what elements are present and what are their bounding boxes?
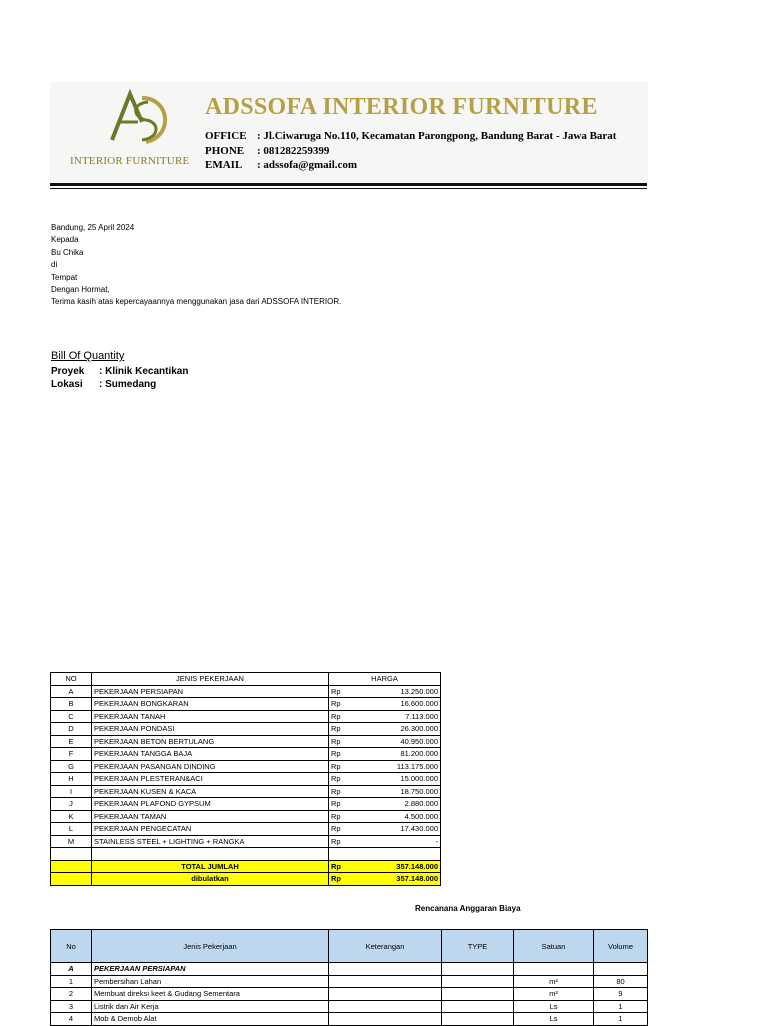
letter-body (51, 222, 341, 309)
summary-row (51, 823, 441, 836)
row-job: PEKERJAAN PASANGAN DINDING (92, 760, 329, 773)
letter-recipient: Bu Chika (51, 247, 84, 257)
row-price: 7.113.000 (371, 710, 441, 723)
project-value: : Klinik Kecantikan (99, 366, 189, 377)
row-job: PEKERJAAN BETON BERTULANG (92, 735, 329, 748)
blank-cell (329, 848, 441, 861)
rab-header-job: Jenis Pekerjaan (92, 930, 329, 963)
rounded-currency: Rp (329, 873, 371, 886)
row-price: 15.000.000 (371, 773, 441, 786)
rab-row (51, 1000, 648, 1013)
office-label: OFFICE (205, 130, 247, 142)
rab-row-job: Membuat direksi keet & Gudang Sementara (92, 988, 329, 1001)
rab-row-type (442, 1000, 514, 1013)
summary-header-row (51, 673, 441, 686)
rab-header-type: TYPE (442, 930, 514, 963)
row-no: C (51, 710, 92, 723)
rab-row-volume: 9 (594, 988, 648, 1001)
header-no: NO (51, 673, 92, 686)
summary-row (51, 748, 441, 761)
summary-blank-row (51, 848, 441, 861)
rab-section-row (51, 963, 648, 976)
letter-at: di (51, 260, 58, 270)
email-label: EMAIL (205, 159, 243, 171)
rab-row-volume: 1 (594, 1000, 648, 1013)
rab-section-no: A (51, 963, 92, 976)
row-job: PEKERJAAN TANGGA BAJA (92, 748, 329, 761)
row-currency: Rp (329, 723, 371, 736)
row-job: PEKERJAAN PLAFOND GYPSUM (92, 798, 329, 811)
row-job: PEKERJAAN TAMAN (92, 810, 329, 823)
total-label: TOTAL JUMLAH (92, 860, 329, 873)
office-value: : Jl.Ciwaruga No.110, Kecamatan Parongpong, Bandung Barat - Jawa Barat (257, 130, 617, 142)
header-rule-thin (50, 188, 647, 189)
row-job: PEKERJAAN BONGKARAN (92, 698, 329, 711)
summary-row (51, 760, 441, 773)
summary-row (51, 710, 441, 723)
row-currency: Rp (329, 710, 371, 723)
rounded-label: dibulatkan (92, 873, 329, 886)
row-no: A (51, 685, 92, 698)
rab-cell (514, 963, 594, 976)
letter-date: Bandung, 25 April 2024 (51, 223, 135, 232)
row-no: H (51, 773, 92, 786)
location-label: Lokasi (51, 379, 83, 390)
row-no: M (51, 835, 92, 848)
rab-row-volume: 80 (594, 975, 648, 988)
row-job: STAINLESS STEEL + LIGHTING + RANGKA (92, 835, 329, 848)
header-job: JENIS PEKERJAAN (92, 673, 329, 686)
header-price: HARGA (329, 673, 441, 686)
row-currency: Rp (329, 685, 371, 698)
rab-header-note: Keterangan (329, 930, 442, 963)
rab-row-unit: Ls (514, 1013, 594, 1026)
total-currency: Rp (329, 860, 371, 873)
rab-row-no: 2 (51, 988, 92, 1001)
row-job: PEKERJAAN TANAH (92, 710, 329, 723)
blank-cell (51, 848, 92, 861)
row-price: 40.950.000 (371, 735, 441, 748)
rab-row-unit: m² (514, 988, 594, 1001)
rab-row (51, 988, 648, 1001)
summary-row (51, 698, 441, 711)
rab-row-note (329, 1000, 442, 1013)
row-currency: Rp (329, 760, 371, 773)
row-no: G (51, 760, 92, 773)
row-price: 2.880.000 (371, 798, 441, 811)
total-value: 357.148.000 (371, 860, 441, 873)
row-no: E (51, 735, 92, 748)
summary-row (51, 773, 441, 786)
rab-row-type (442, 975, 514, 988)
rounded-row (51, 873, 441, 886)
rab-row-note (329, 975, 442, 988)
row-currency: Rp (329, 810, 371, 823)
summary-row (51, 785, 441, 798)
company-name: ADSSOFA INTERIOR FURNITURE (205, 94, 598, 120)
rab-row-note (329, 988, 442, 1001)
row-job: PEKERJAAN PLESTERAN&ACI (92, 773, 329, 786)
row-currency: Rp (329, 798, 371, 811)
summary-row (51, 810, 441, 823)
row-no: J (51, 798, 92, 811)
rab-cell (594, 963, 648, 976)
rab-row-volume: 1 (594, 1013, 648, 1026)
email-line (205, 159, 357, 171)
row-currency: Rp (329, 823, 371, 836)
summary-table (50, 672, 441, 886)
rab-header-unit: Satuan (514, 930, 594, 963)
letter-greeting: Dengan Hormat, (51, 285, 110, 295)
letter-to: Kepada (51, 235, 79, 245)
row-no: K (51, 810, 92, 823)
project-line (51, 366, 188, 377)
row-currency: Rp (329, 698, 371, 711)
row-job: PEKERJAAN PONDASI (92, 723, 329, 736)
row-job: PEKERJAAN PENGECATAN (92, 823, 329, 836)
rab-row-job: Mob & Demob Alat (92, 1013, 329, 1026)
summary-row (51, 723, 441, 736)
blank-cell (92, 848, 329, 861)
row-price: 4.500.000 (371, 810, 441, 823)
rounded-blank (51, 873, 92, 886)
row-currency: Rp (329, 735, 371, 748)
rab-row-no: 1 (51, 975, 92, 988)
row-price: 18.750.000 (371, 785, 441, 798)
row-price: 17.430.000 (371, 823, 441, 836)
rab-row-type (442, 988, 514, 1001)
email-value: : adssofa@gmail.com (257, 159, 358, 171)
summary-row (51, 735, 441, 748)
rab-row-note (329, 1013, 442, 1026)
rab-cell (329, 963, 442, 976)
rab-row-no: 3 (51, 1000, 92, 1013)
phone-value: : 081282259399 (257, 145, 330, 157)
row-price: 113.175.000 (371, 760, 441, 773)
header-rule-thick (50, 183, 647, 186)
row-currency: Rp (329, 748, 371, 761)
letter-text: Terima kasih atas kepercayaannya menggunakan jasa dari ADSSOFA INTERIOR. (51, 297, 342, 307)
rab-row (51, 975, 648, 988)
row-currency: Rp (329, 773, 371, 786)
rab-section-label: PEKERJAAN PERSIAPAN (92, 963, 329, 976)
row-job: PEKERJAAN PERSIAPAN (92, 685, 329, 698)
total-blank (51, 860, 92, 873)
row-no: I (51, 785, 92, 798)
total-row (51, 860, 441, 873)
location-line (51, 379, 156, 390)
office-line (205, 130, 616, 142)
row-no: F (51, 748, 92, 761)
row-no: D (51, 723, 92, 736)
summary-row (51, 835, 441, 848)
rab-row-type (442, 1013, 514, 1026)
rab-title: Rencanana Anggaran Biaya (415, 904, 521, 913)
row-no: B (51, 698, 92, 711)
row-price: 16.600.000 (371, 698, 441, 711)
phone-line (205, 145, 329, 157)
rab-row-no: 4 (51, 1013, 92, 1026)
rab-row-unit: Ls (514, 1000, 594, 1013)
rab-header-no: No (51, 930, 92, 963)
rab-row-job: Listrik dan Air Kerja (92, 1000, 329, 1013)
rab-table (50, 929, 648, 1026)
boq-title: Bill Of Quantity (51, 350, 125, 362)
phone-label: PHONE (205, 145, 245, 157)
logo-caption: INTERIOR FURNITURE (70, 155, 190, 167)
summary-row (51, 798, 441, 811)
rab-row-unit: m² (514, 975, 594, 988)
row-price: - (371, 835, 441, 848)
rounded-value: 357.148.000 (371, 873, 441, 886)
row-no: L (51, 823, 92, 836)
rab-header-row (51, 930, 648, 963)
row-job: PEKERJAAN KUSEN & KACA (92, 785, 329, 798)
row-price: 26.300.000 (371, 723, 441, 736)
letter-place: Tempat (51, 272, 78, 282)
project-label: Proyek (51, 366, 85, 377)
location-value: : Sumedang (99, 379, 157, 390)
row-price: 13.250.000 (371, 685, 441, 698)
rab-row (51, 1013, 648, 1026)
row-currency: Rp (329, 835, 371, 848)
rab-row-job: Pembersihan Lahan (92, 975, 329, 988)
summary-row (51, 685, 441, 698)
row-currency: Rp (329, 785, 371, 798)
row-price: 81.200.000 (371, 748, 441, 761)
rab-cell (442, 963, 514, 976)
rab-header-volume: Volume (594, 930, 648, 963)
